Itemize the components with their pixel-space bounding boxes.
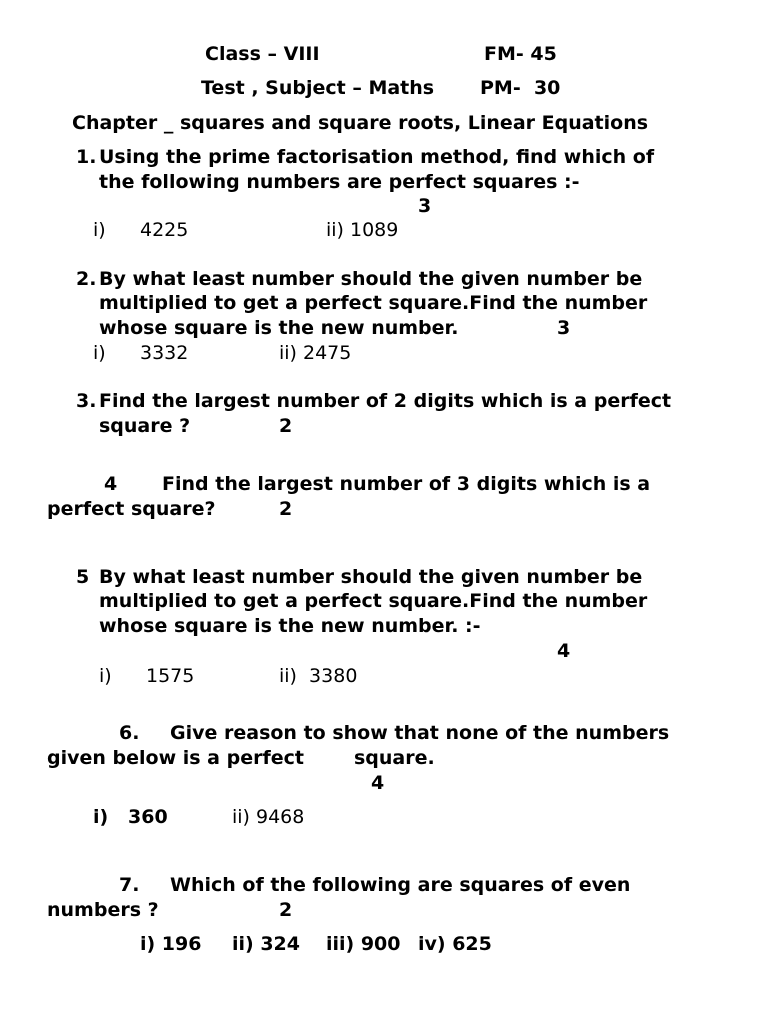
question-4-line-1: Find the largest number of 3 digits which is a <box>162 473 651 495</box>
question-5-option-i-label: i) <box>99 665 112 687</box>
question-7-option-iii: iii) 900 <box>326 933 401 955</box>
question-6-line-3: square. <box>354 747 435 769</box>
test-subject-label: Test , Subject – Maths <box>201 77 435 99</box>
question-4-line-2: perfect square? <box>47 498 216 520</box>
question-5-line-1: By what least number should the given number be <box>99 566 643 588</box>
question-3-line-2: square ? <box>99 415 191 437</box>
question-5-option-ii: ii) 3380 <box>279 665 358 687</box>
question-2-option-i-value: 3332 <box>140 342 189 364</box>
question-3-line-1: Find the largest number of 2 digits which is a perfect <box>99 390 672 412</box>
question-1-line-2: the following numbers are perfect squares :- <box>99 171 580 193</box>
question-1-option-ii: ii) 1089 <box>326 219 399 241</box>
question-1-option-i-value: 4225 <box>140 219 189 241</box>
question-1-number: 1. <box>76 146 97 168</box>
pass-marks-label: PM- 30 <box>480 77 561 99</box>
question-2-line-1: By what least number should the given number be <box>99 268 643 290</box>
question-5-line-2: multiplied to get a perfect square.Find the number <box>99 590 648 612</box>
question-1-line-1: Using the prime factorisation method, find which of <box>99 146 655 168</box>
question-7-line-2: numbers ? <box>47 899 159 921</box>
question-2-option-ii: ii) 2475 <box>279 342 352 364</box>
question-6-marks: 4 <box>371 772 385 794</box>
question-2-number: 2. <box>76 268 97 290</box>
question-7-marks: 2 <box>279 899 293 921</box>
question-4-number: 4 <box>104 473 118 495</box>
question-3-number: 3. <box>76 390 97 412</box>
question-6-option-ii: ii) 9468 <box>232 806 305 828</box>
class-label: Class – VIII <box>205 43 320 65</box>
question-6-line-2: given below is a perfect <box>47 747 304 769</box>
question-6-option-i: i) 360 <box>93 806 168 828</box>
full-marks-label: FM- 45 <box>484 43 557 65</box>
question-2-marks: 3 <box>557 317 571 339</box>
question-2-line-2: multiplied to get a perfect square.Find the number <box>99 292 648 314</box>
question-5-line-3: whose square is the new number. :- <box>99 615 481 637</box>
question-7-option-i: i) 196 <box>140 933 202 955</box>
question-7-option-ii: ii) 324 <box>232 933 300 955</box>
question-7-number: 7. <box>119 874 140 896</box>
question-6-line-1: Give reason to show that none of the numbers <box>170 722 670 744</box>
question-6-number: 6. <box>119 722 140 744</box>
question-2-line-3: whose square is the new number. <box>99 317 459 339</box>
question-5-marks: 4 <box>557 640 571 662</box>
question-7-line-1: Which of the following are squares of even <box>170 874 631 896</box>
question-4-marks: 2 <box>279 498 293 520</box>
question-1-option-i-label: i) <box>93 219 106 241</box>
question-3-marks: 2 <box>279 415 293 437</box>
question-2-option-i-label: i) <box>93 342 106 364</box>
question-5-option-i-value: 1575 <box>146 665 195 687</box>
question-5-number: 5 <box>76 566 90 588</box>
chapter-label: Chapter _ squares and square roots, Linear Equations <box>72 112 649 134</box>
question-1-marks: 3 <box>418 195 432 217</box>
question-7-option-iv: iv) 625 <box>418 933 492 955</box>
